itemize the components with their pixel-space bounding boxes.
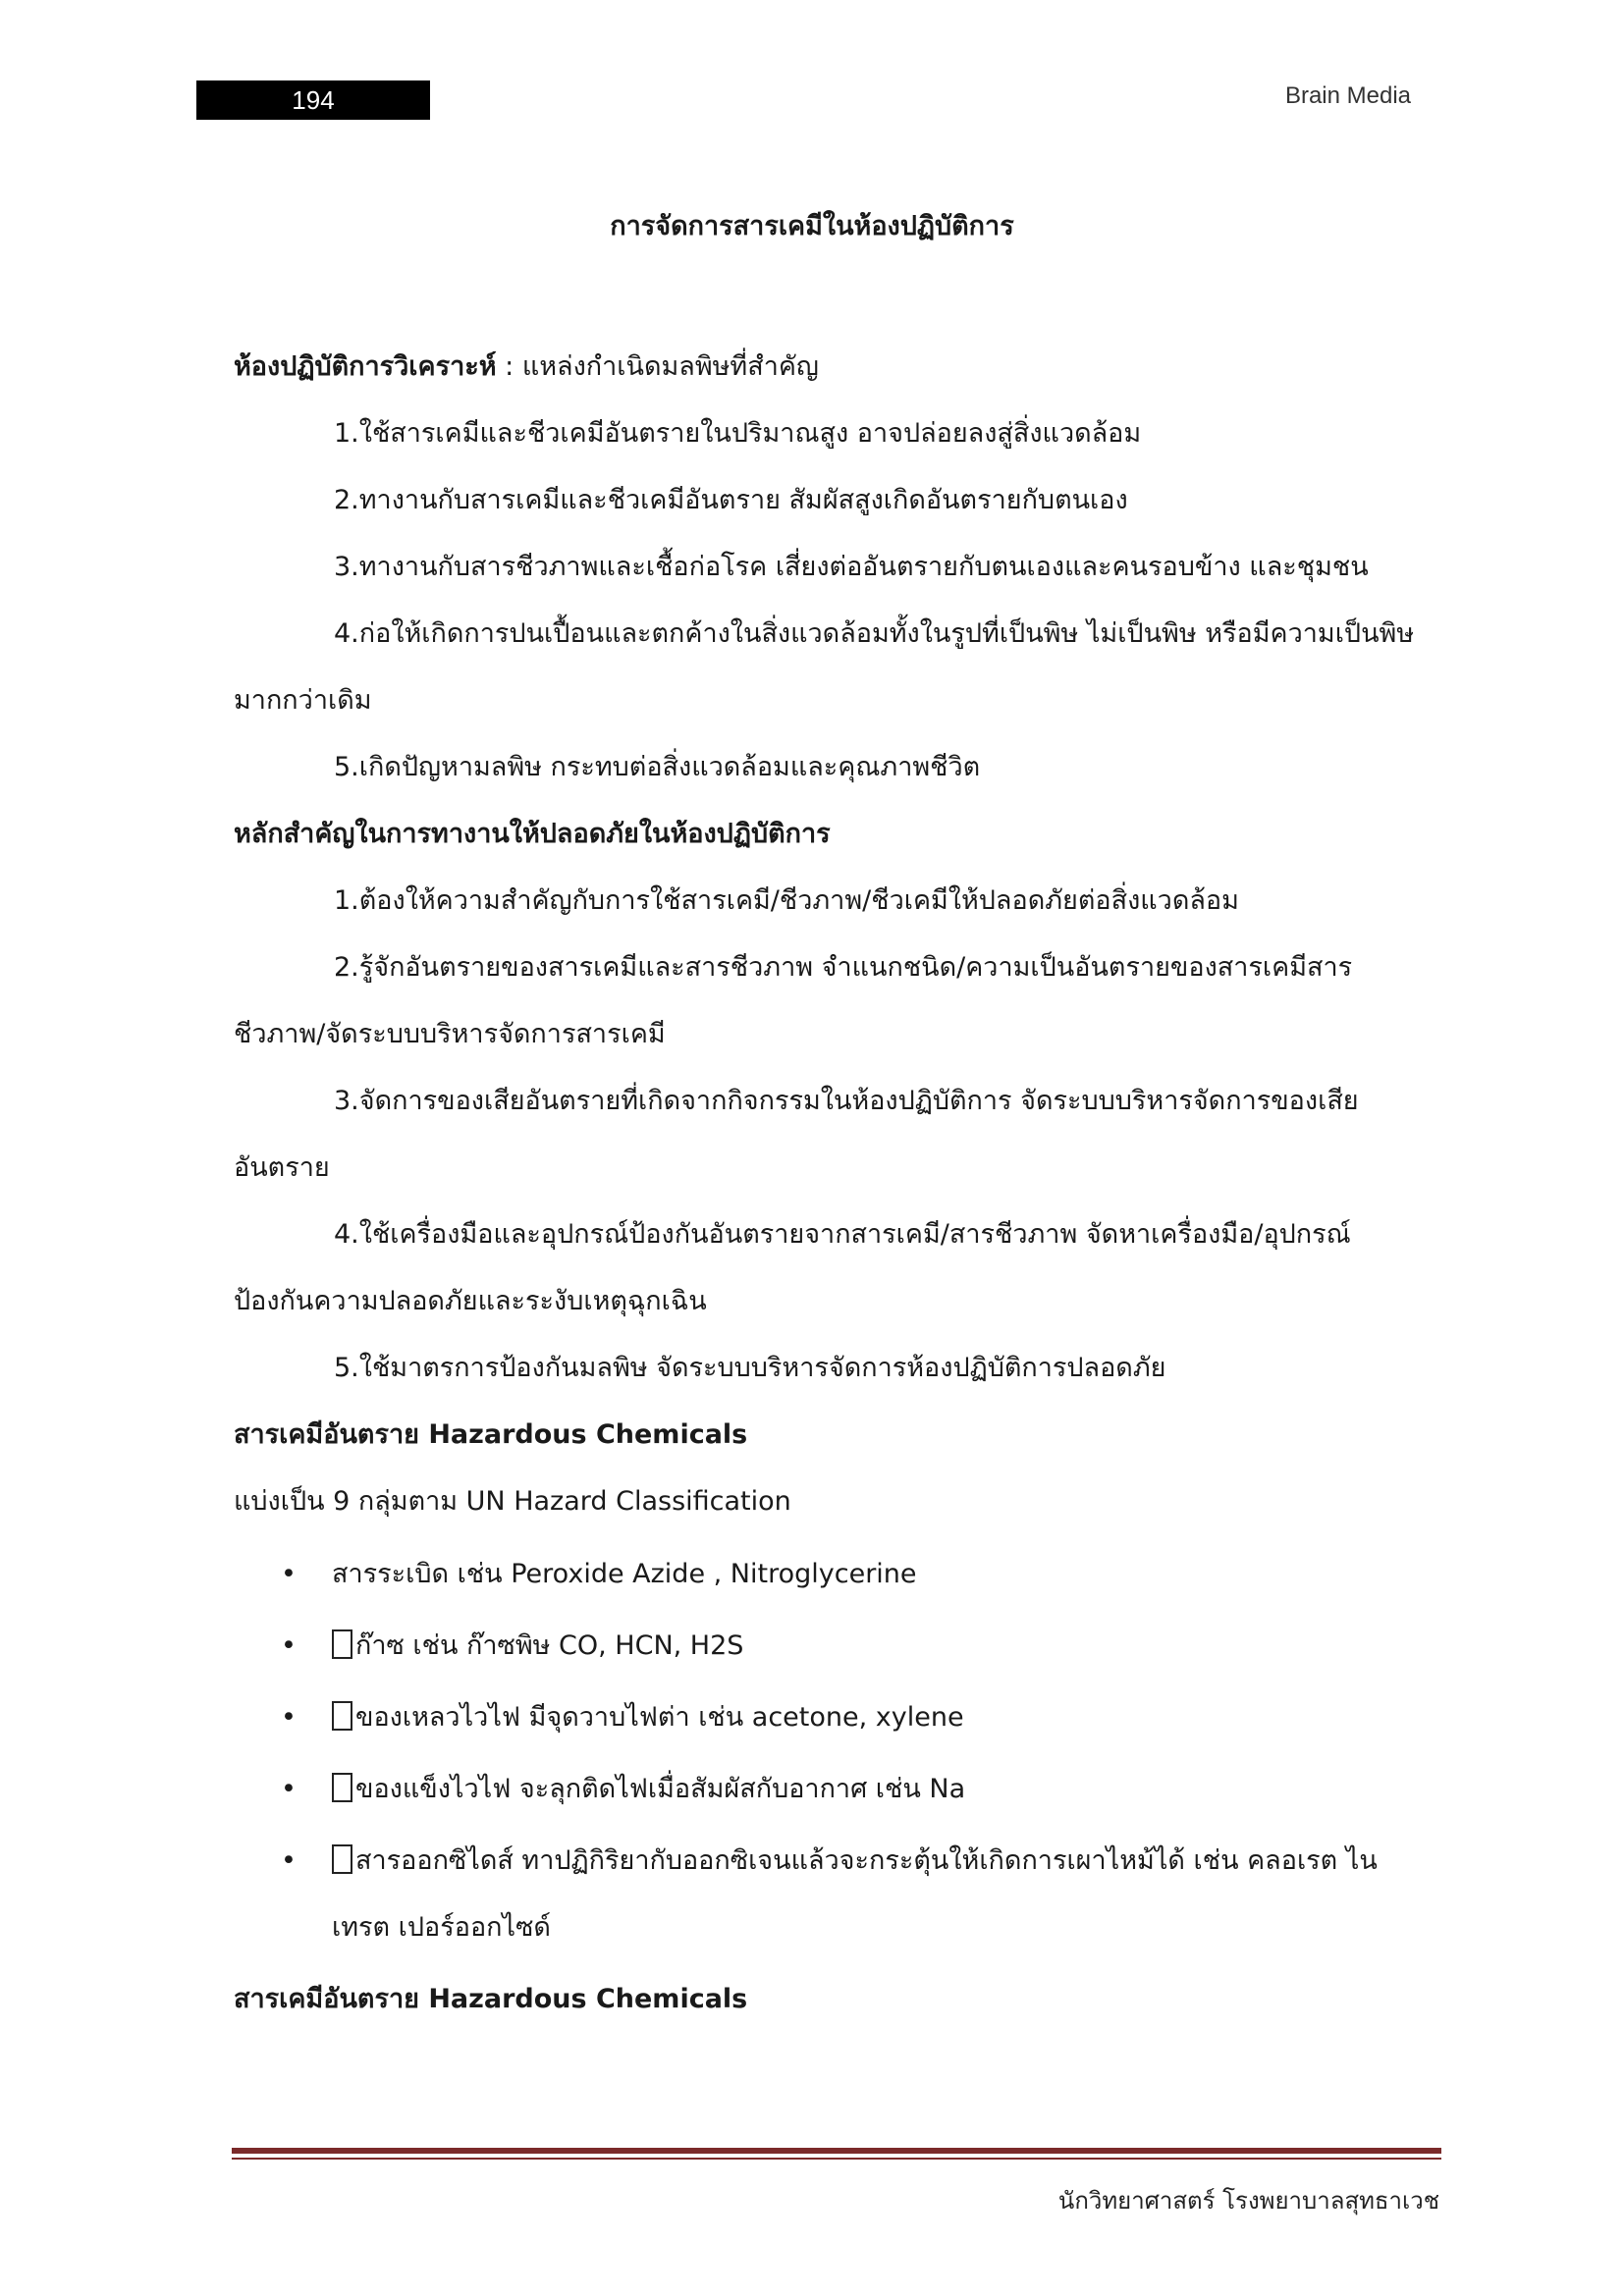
lab-analysis-item-4: 4.ก่อให้เกิดการปนเปื้อนและตกค้างในสิ่งแวดล้อมทั้งในรูปที่เป็นพิษ ไม่เป็นพิษ หรือมีความเป็นพิษมากกว่าเดิม	[234, 618, 1415, 716]
bullet-icon: •	[281, 1559, 297, 1589]
hazard-class-item-oxidizers	[234, 1828, 1418, 1961]
bullet-icon: •	[281, 1702, 297, 1733]
missing-glyph-box-icon	[332, 1629, 352, 1659]
document-body	[234, 334, 1418, 2033]
hazard-class-item-gases	[234, 1613, 1418, 1680]
missing-glyph-box-icon	[332, 1701, 352, 1731]
section-heading-safety-principles: หลักสำคัญในการทางานให้ปลอดภัยในห้องปฏิบัติการ	[234, 819, 831, 849]
bullet-icon: •	[281, 1845, 297, 1876]
lab-analysis-item-1: 1.ใช้สารเคมีและชีวเคมีอันตรายในปริมาณสูง อาจปล่อยลงสู่สิ่งแวดล้อม	[334, 418, 1142, 449]
safety-principle-item-1: 1.ต้องให้ความสำคัญกับการใช้สารเคมี/ชีวภาพ/ชีวเคมีให้ปลอดภัยต่อสิ่งแวดล้อม	[334, 885, 1239, 916]
section-heading-lab-analysis-subtitle: : แหล่งกำเนิดมลพิษที่สำคัญ	[496, 351, 819, 382]
safety-principle-item-3: 3.จัดการของเสียอันตรายที่เกิดจากกิจกรรมในห้องปฏิบัติการ จัดระบบบริหารจัดการของเสียอันตราย	[234, 1086, 1359, 1183]
lab-analysis-item-3: 3.ทางานกับสารชีวภาพและเชื้อก่อโรค เสี่ยงต่ออันตรายกับตนเองและคนรอบข้าง และชุมชน	[334, 552, 1369, 582]
document-title: การจัดการสารเคมีในห้องปฏิบัติการ	[610, 211, 1014, 241]
footer-author-line: นักวิทยาศาสตร์ โรงพยาบาลสุทธาเวช	[1057, 2187, 1439, 2215]
missing-glyph-box-icon	[332, 1844, 352, 1874]
hazard-class-text: ก๊าซ เช่น ก๊าซพิษ CO, HCN, H2S	[355, 1630, 744, 1661]
hazard-class-item-explosives	[234, 1541, 1418, 1608]
hazard-class-item-flammable-liquids	[234, 1684, 1418, 1751]
section-heading-hazardous-chemicals: สารเคมีอันตราย Hazardous Chemicals	[234, 1419, 748, 1450]
hazard-class-item-flammable-solids	[234, 1756, 1418, 1823]
missing-glyph-box-icon	[332, 1773, 352, 1802]
footer-divider	[232, 2148, 1441, 2154]
footer-divider-thin	[232, 2158, 1441, 2160]
hazard-class-text: ของแข็งไวไฟ จะลุกติดไฟเมื่อสัมผัสกับอากาศ เช่น Na	[355, 1774, 966, 1804]
hazard-classification-intro: แบ่งเป็น 9 กลุ่มตาม UN Hazard Classification	[234, 1486, 791, 1517]
hazard-class-text: ของเหลวไวไฟ มีจุดวาบไฟต่า เช่น acetone, xylene	[355, 1702, 964, 1733]
section-heading-hazardous-chemicals-continued: สารเคมีอันตราย Hazardous Chemicals	[234, 1984, 748, 2014]
safety-principle-item-2: 2.รู้จักอันตรายของสารเคมีและสารชีวภาพ จำแนกชนิด/ความเป็นอันตรายของสารเคมีสารชีวภาพ/จัดระบบบริหารจัดการสารเคมี	[234, 952, 1353, 1049]
hazard-class-text: สารระเบิด เช่น Peroxide Azide , Nitroglycerine	[332, 1559, 917, 1589]
hazard-class-list	[234, 1541, 1418, 1961]
bullet-icon: •	[281, 1774, 297, 1804]
lab-analysis-item-5: 5.เกิดปัญหามลพิษ กระทบต่อสิ่งแวดล้อมและคุณภาพชีวิต	[334, 752, 981, 782]
hazard-class-text: สารออกซิไดส์ ทาปฏิกิริยากับออกซิเจนแล้วจะกระตุ้นให้เกิดการเผาไหม้ได้ เช่น คลอเรต ไนเทรต เปอร์ออกไซด์	[332, 1845, 1378, 1943]
lab-analysis-item-2: 2.ทางานกับสารเคมีและชีวเคมีอันตราย สัมผัสสูงเกิดอันตรายกับตนเอง	[334, 485, 1128, 515]
bullet-icon: •	[281, 1630, 297, 1661]
brand-name: Brain Media	[1284, 82, 1411, 109]
safety-principle-item-4: 4.ใช้เครื่องมือและอุปกรณ์ป้องกันอันตรายจากสารเคมี/สารชีวภาพ จัดหาเครื่องมือ/อุปกรณ์ป้องกันความปลอดภัยและระงับเหตุฉุกเฉิน	[234, 1219, 1351, 1316]
section-heading-lab-analysis	[234, 334, 1418, 400]
section-heading-lab-analysis-label: ห้องปฏิบัติการวิเคราะห์	[234, 351, 497, 382]
page-number: 194	[196, 80, 430, 120]
safety-principle-item-5: 5.ใช้มาตรการป้องกันมลพิษ จัดระบบบริหารจัดการห้องปฏิบัติการปลอดภัย	[334, 1353, 1166, 1383]
